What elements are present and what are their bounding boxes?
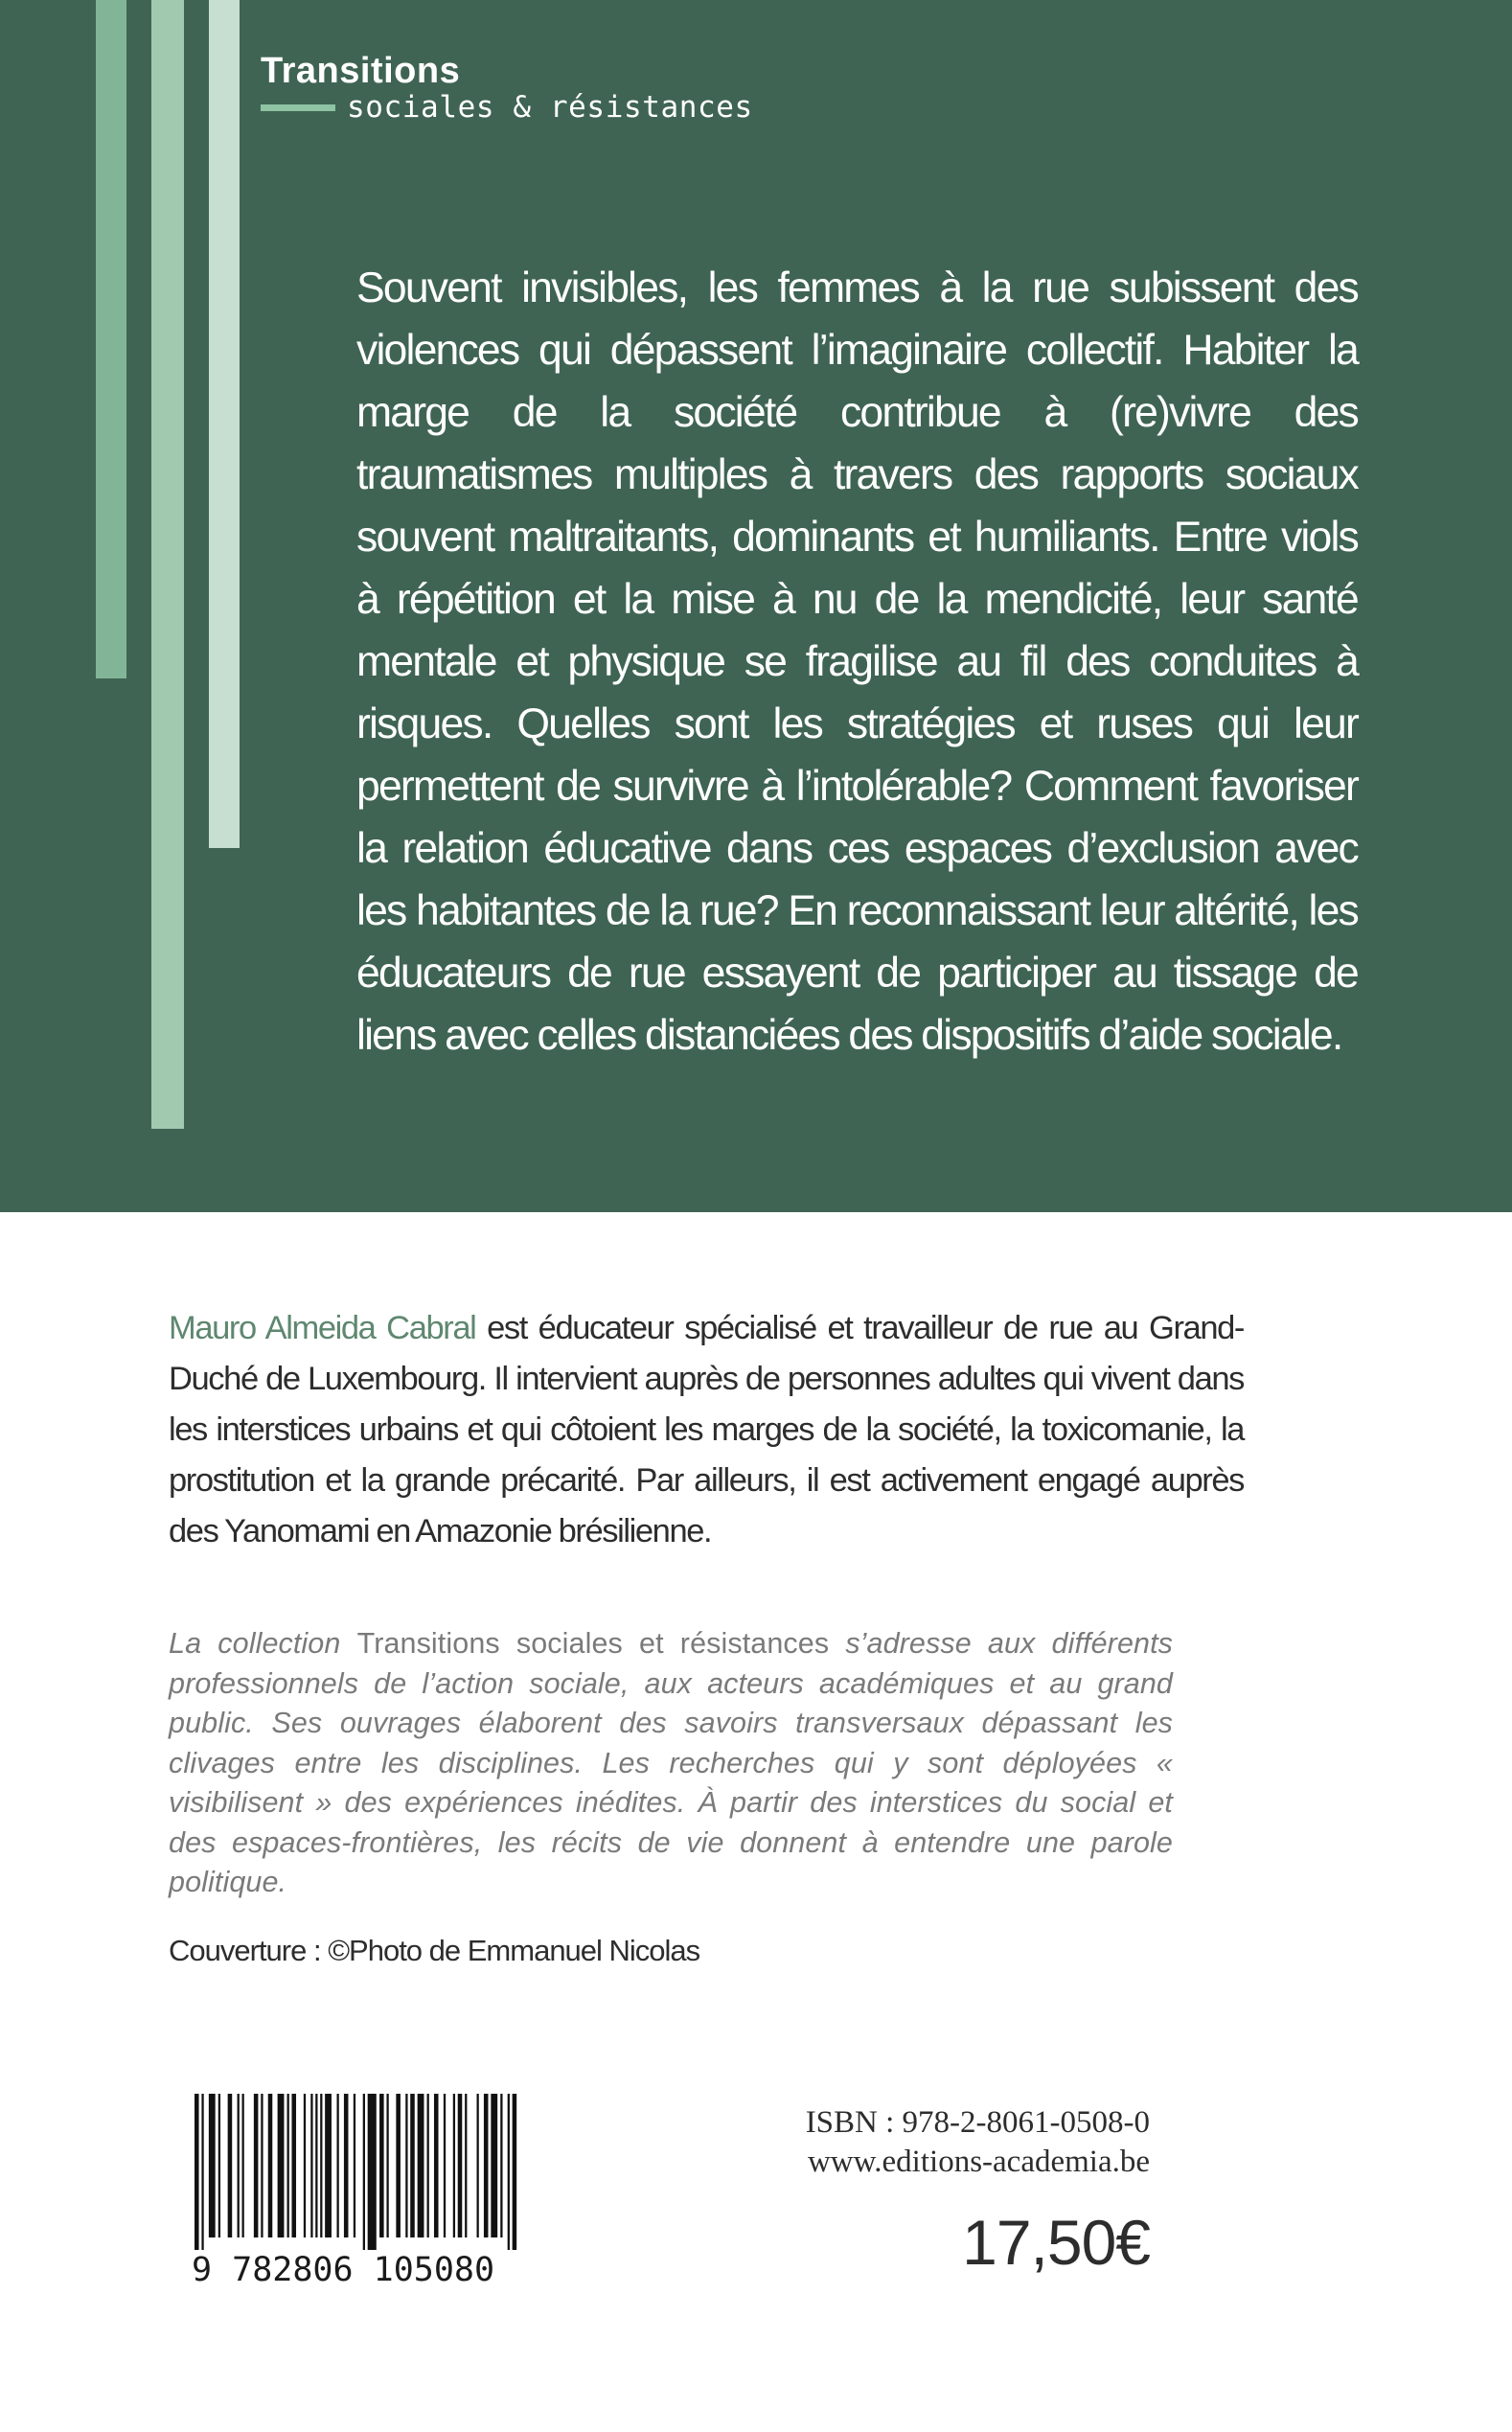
isbn: ISBN : 978-2-8061-0508-0	[805, 2105, 1150, 2140]
barcode-bar	[325, 2094, 332, 2237]
price: 17,50€	[962, 2207, 1150, 2278]
barcode-bar	[287, 2094, 289, 2237]
decorative-stripe-dark	[96, 0, 126, 678]
barcode-bar	[368, 2094, 377, 2250]
barcode-bar	[458, 2094, 463, 2237]
author-name: Mauro Almeida Cabral	[169, 1310, 476, 1346]
barcode-bar	[453, 2094, 455, 2237]
collection-intro: La collection	[169, 1627, 357, 1660]
series-logo	[261, 50, 753, 125]
publisher-website: www.editions-academia.be	[807, 2145, 1150, 2179]
barcode-icon	[195, 2094, 524, 2250]
barcode-bar	[500, 2094, 502, 2237]
book-blurb: Souvent invisibles, les femmes à la rue subissent des violences qui dépassent l’imaginaire collectif. Habiter la marge de la société contribue à (re)vivre des traumatismes multiples à travers des rapports sociaux souvent maltraitants, dominants et humiliants. Entre viols à répétition et la mise à nu de la mendicité, leur santé mentale et physique se fragilise au fil des conduites à risques. Quelles sont les stratégies et ruses qui leur permettent de survivre à l’intolérable? Comment favoriser la relation éducative dans ces espaces d’exclusion avec les habitantes de la rue? En reconnaissant leur altérité, les éducateurs de rue essayent de participer au tissage de liens avec celles distanciées des dispositifs d’aide sociale.	[356, 264, 1358, 1059]
barcode-bar	[344, 2094, 349, 2237]
barcode-bar	[410, 2094, 415, 2237]
barcode-bar	[484, 2094, 489, 2237]
series-rule	[261, 104, 335, 111]
barcode-bar	[291, 2094, 296, 2237]
barcode-bar	[418, 2094, 424, 2237]
barcode-bar	[218, 2094, 220, 2237]
barcode-bar	[336, 2094, 338, 2237]
series-title: Transitions	[261, 51, 461, 91]
barcode-bar	[405, 2094, 407, 2237]
barcode-bar	[508, 2094, 510, 2250]
barcode-bar	[354, 2094, 355, 2237]
barcode-bar	[254, 2094, 259, 2237]
barcode-digits: 9 782806 105080	[192, 2251, 495, 2289]
barcode-bar	[427, 2094, 429, 2237]
collection-name: Transitions sociales et résistances	[356, 1627, 830, 1660]
barcode-bar	[320, 2094, 322, 2237]
series-subtitle-row	[261, 90, 753, 125]
barcode-bar	[379, 2094, 384, 2237]
barcode-bar	[261, 2094, 263, 2237]
barcode-bar	[491, 2094, 497, 2237]
barcode-bar	[278, 2094, 285, 2237]
series-subtitle: sociales & résistances	[347, 90, 753, 125]
author-bio-text: est éducateur spécialisé et travailleur de rue au Grand-Duché de Luxembourg. Il intervient auprès de personnes adultes qui vivent dans les interstices urbains et qui côtoient les marges de la société, la toxicomanie, la prostitution et la grande précarité. Par ailleurs, il est activement engagé auprès des Yanomami en Amazonie brésilienne.	[169, 1310, 1244, 1549]
decorative-stripe-light	[209, 0, 240, 848]
barcode-bar	[444, 2094, 446, 2237]
barcode-bar	[396, 2094, 401, 2237]
barcode-bar	[304, 2094, 306, 2237]
barcode-bar	[477, 2094, 479, 2237]
decorative-stripe-mid	[151, 0, 184, 1129]
barcode-bar	[195, 2094, 199, 2250]
cover-credit: Couverture : ©Photo de Emmanuel Nicolas	[169, 1934, 700, 1967]
barcode-bar	[315, 2094, 317, 2237]
barcode-bar	[465, 2094, 467, 2237]
barcode-bar	[209, 2094, 216, 2237]
barcode-bar	[310, 2094, 312, 2237]
barcode-bar	[228, 2094, 233, 2237]
collection-description	[169, 1624, 1173, 1903]
barcode-bar	[386, 2094, 388, 2237]
cover-top-panel	[0, 0, 1512, 1212]
barcode-bar	[268, 2094, 273, 2237]
author-bio	[169, 1303, 1244, 1557]
barcode-bar	[434, 2094, 439, 2237]
collection-text: s’adresse aux différents professionnels de l’action sociale, aux acteurs académiques et au grand public. Ses ouvrages élaborent des savoirs transversaux dépassant les clivages entre les disciplines. Les recherches qui y sont déployées « visibilisent » des expériences inédites. À partir des interstices du social et des espaces-frontières, les récits de vie donnent à entendre une parole politique.	[169, 1627, 1173, 1898]
barcode-bar	[201, 2094, 203, 2250]
barcode-bar	[238, 2094, 240, 2237]
barcode-bar	[513, 2094, 517, 2250]
barcode-bar	[363, 2094, 365, 2250]
barcode-bar	[242, 2094, 244, 2237]
